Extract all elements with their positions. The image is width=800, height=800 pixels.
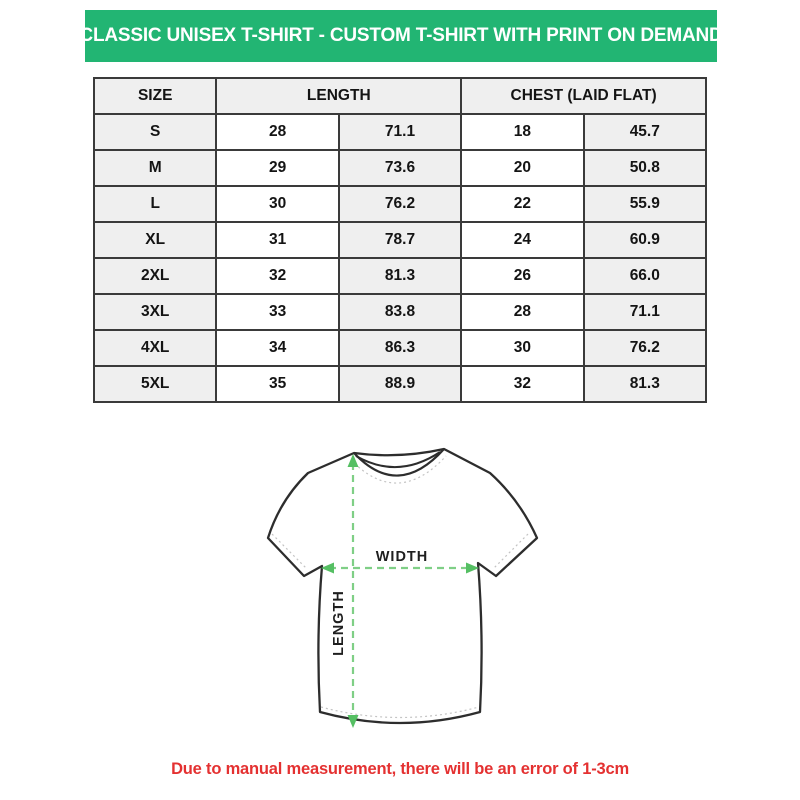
size-cell: M — [94, 150, 216, 186]
chest-cm-cell: 45.7 — [584, 114, 706, 150]
length-in-cell: 30 — [216, 186, 338, 222]
length-cm-cell: 83.8 — [339, 294, 461, 330]
table-row — [94, 114, 706, 150]
length-cm-cell: 81.3 — [339, 258, 461, 294]
length-in-cell: 34 — [216, 330, 338, 366]
length-cm-cell: 78.7 — [339, 222, 461, 258]
tshirt-measurement-diagram — [250, 432, 550, 742]
tshirt-outline-icon — [268, 449, 537, 723]
column-header-length: LENGTH — [216, 78, 461, 114]
length-in-cell: 28 — [216, 114, 338, 150]
length-label: LENGTH — [331, 590, 347, 656]
chest-cm-cell: 76.2 — [584, 330, 706, 366]
length-in-cell: 32 — [216, 258, 338, 294]
size-table — [93, 77, 707, 403]
column-header-size: SIZE — [94, 78, 216, 114]
chest-cm-cell: 66.0 — [584, 258, 706, 294]
chest-cm-cell: 60.9 — [584, 222, 706, 258]
length-arrow-bottom-icon — [348, 715, 359, 728]
length-in-cell: 29 — [216, 150, 338, 186]
measurement-note: Due to manual measurement, there will be an error of 1-3cm — [171, 760, 629, 778]
chest-in-cell: 28 — [461, 294, 583, 330]
chest-in-cell: 26 — [461, 258, 583, 294]
title-banner — [79, 10, 723, 62]
width-label: WIDTH — [375, 549, 429, 565]
chest-in-cell: 32 — [461, 366, 583, 402]
table-row — [94, 258, 706, 294]
size-cell: S — [94, 114, 216, 150]
table-header-row — [94, 78, 706, 114]
length-cm-cell: 73.6 — [339, 150, 461, 186]
table-row — [94, 222, 706, 258]
size-cell: 4XL — [94, 330, 216, 366]
table-row — [94, 366, 706, 402]
chest-in-cell: 30 — [461, 330, 583, 366]
column-header-chest: CHEST (LAID FLAT) — [461, 78, 706, 114]
size-cell: 3XL — [94, 294, 216, 330]
length-cm-cell: 71.1 — [339, 114, 461, 150]
chest-in-cell: 24 — [461, 222, 583, 258]
chest-cm-cell: 81.3 — [584, 366, 706, 402]
table-row — [94, 294, 706, 330]
size-cell: L — [94, 186, 216, 222]
chest-cm-cell: 50.8 — [584, 150, 706, 186]
length-in-cell: 35 — [216, 366, 338, 402]
table-row — [94, 186, 706, 222]
page-title: CLASSIC UNISEX T-SHIRT - CUSTOM T-SHIRT WITH PRINT ON DEMAND — [79, 25, 723, 46]
chest-in-cell: 18 — [461, 114, 583, 150]
length-cm-cell: 76.2 — [339, 186, 461, 222]
length-cm-cell: 88.9 — [339, 366, 461, 402]
chest-cm-cell: 71.1 — [584, 294, 706, 330]
chest-in-cell: 20 — [461, 150, 583, 186]
size-cell: XL — [94, 222, 216, 258]
length-in-cell: 31 — [216, 222, 338, 258]
chest-in-cell: 22 — [461, 186, 583, 222]
chest-cm-cell: 55.9 — [584, 186, 706, 222]
table-row — [94, 150, 706, 186]
size-cell: 5XL — [94, 366, 216, 402]
size-cell: 2XL — [94, 258, 216, 294]
length-in-cell: 33 — [216, 294, 338, 330]
length-cm-cell: 86.3 — [339, 330, 461, 366]
table-row — [94, 330, 706, 366]
